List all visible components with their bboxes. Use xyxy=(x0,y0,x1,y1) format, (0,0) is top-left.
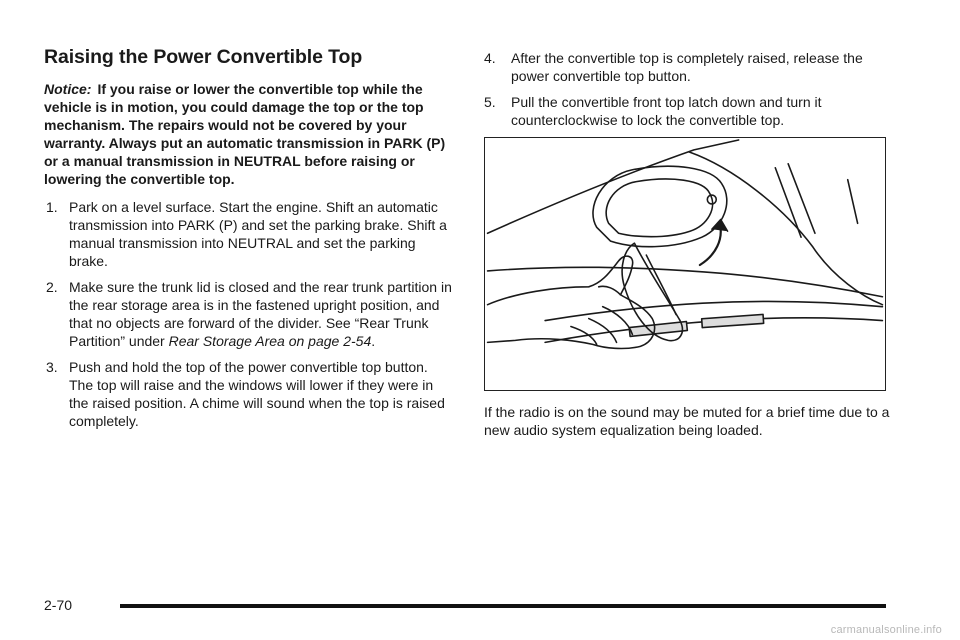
latch-illustration xyxy=(484,137,886,391)
step-item xyxy=(484,93,894,129)
step-number: 3. xyxy=(46,359,58,375)
step-text: Make sure the trunk lid is closed and the rear trunk partition in the rear storage area is in the fastened upright position, and that no objects are forward of the divider. See “Rear Trunk Partition” under xyxy=(69,279,452,349)
step-text: After the convertible top is completely raised, release the power convertible top button. xyxy=(511,50,863,84)
notice-label: Notice: xyxy=(44,81,92,97)
notice-paragraph xyxy=(44,80,454,188)
latch-drawing xyxy=(485,138,885,390)
step-item xyxy=(46,198,454,270)
step-item xyxy=(484,49,894,85)
step-text-after: . xyxy=(371,333,376,349)
step-text: Pull the convertible front top latch down and turn it counterclockwise to lock the convertible top. xyxy=(511,94,822,128)
notice-text: If you raise or lower the convertible top while the vehicle is in motion, you could damage the top or the top mechanism. The repairs would not be covered by your warranty. Always put an automatic transmission in PARK (P) or a manual transmission in NEUTRAL before raising or lowering the convertible top. xyxy=(44,81,446,187)
step-item xyxy=(46,358,454,430)
step-number: 1. xyxy=(46,199,58,215)
watermark: carmanualsonline.info xyxy=(830,624,942,636)
step-text: Push and hold the top of the power convertible top button. The top will raise and the windows will lower if they were in the raised position. A chime will sound when the top is raised completely. xyxy=(69,359,445,429)
step-number: 2. xyxy=(46,279,58,295)
footer-rule xyxy=(120,604,886,608)
step-number: 4. xyxy=(484,50,496,66)
step-reference: Rear Storage Area on page 2-54 xyxy=(168,333,372,349)
radio-note: If the radio is on the sound may be muted for a brief time due to a new audio system equalization being loaded. xyxy=(484,404,890,438)
step-item xyxy=(46,278,454,350)
steps-list-right xyxy=(484,49,894,129)
left-column xyxy=(44,44,454,438)
steps-list-left xyxy=(46,198,454,430)
right-column xyxy=(484,49,894,439)
section-title: Raising the Power Convertible Top xyxy=(44,46,363,68)
step-text: Park on a level surface. Start the engine. Shift an automatic transmission into PARK (P) and set the parking brake. Shift a manual transmission into NEUTRAL and set the parking brake. xyxy=(69,199,447,269)
step-number: 5. xyxy=(484,94,496,110)
page-number: 2-70 xyxy=(44,597,73,613)
